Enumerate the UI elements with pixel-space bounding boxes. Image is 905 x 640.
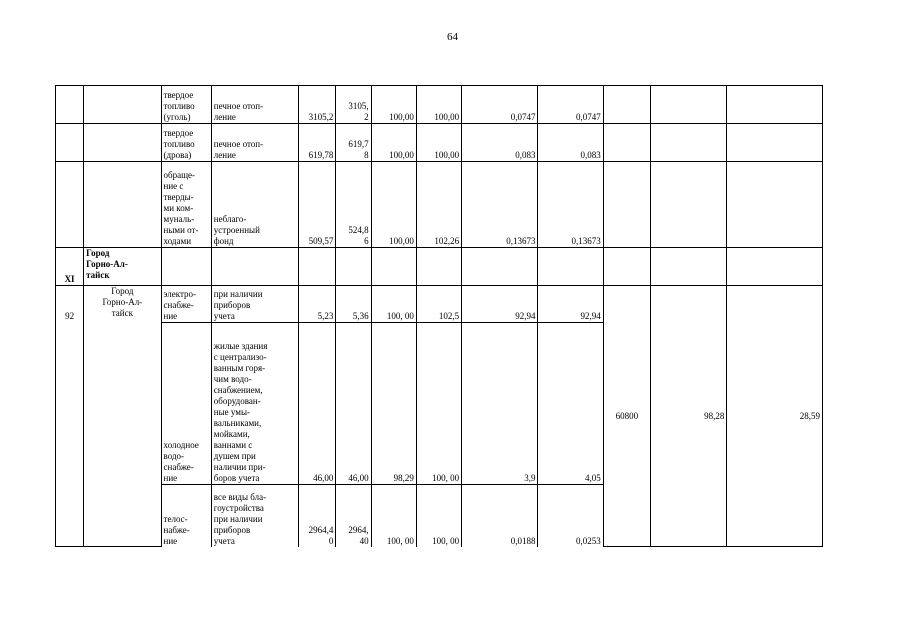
- empty-cell: [462, 248, 538, 286]
- empty-cell: [371, 248, 416, 286]
- locality-cell: [84, 124, 161, 162]
- value-cell: 0,13673: [538, 162, 603, 248]
- value-cell: 98,29: [371, 323, 416, 485]
- service-cell: телос- набже- ние: [161, 485, 211, 547]
- empty-cell: [727, 248, 823, 286]
- condition-cell: печное отоп- ление: [211, 124, 298, 162]
- value-cell: 0,0747: [462, 86, 538, 124]
- value-cell: 102,26: [416, 162, 461, 248]
- row-number-cell: [56, 124, 84, 162]
- value-cell: 102,5: [416, 286, 461, 323]
- value-cell: 46,00: [299, 323, 336, 485]
- empty-cell: [603, 248, 650, 286]
- table-row: [56, 124, 823, 162]
- value-cell: 92,94: [462, 286, 538, 323]
- locality-cell: [84, 86, 161, 124]
- value-cell: 0,0747: [538, 86, 603, 124]
- value-cell: 2964,4 0: [299, 485, 336, 547]
- service-cell: твердое топливо (уголь): [161, 86, 211, 124]
- value-cell: 100,00: [371, 162, 416, 248]
- value-cell: 619,7 8: [336, 124, 371, 162]
- value-cell: 524,8 6: [336, 162, 371, 248]
- value-cell: 509,57: [299, 162, 336, 248]
- value-cell: 100, 00: [416, 485, 461, 547]
- table-row: [56, 162, 823, 248]
- value-cell: 100,00: [416, 124, 461, 162]
- empty-cell: [161, 248, 211, 286]
- empty-cell: [603, 124, 650, 162]
- value-cell: 3105, 2: [336, 86, 371, 124]
- row-number-cell: 92: [56, 286, 84, 547]
- empty-cell: [416, 248, 461, 286]
- value-cell: 5,36: [336, 286, 371, 323]
- value-cell: 5,23: [299, 286, 336, 323]
- value-cell: 0,083: [538, 124, 603, 162]
- empty-cell: [727, 86, 823, 124]
- empty-cell: [603, 162, 650, 248]
- empty-cell: [727, 162, 823, 248]
- empty-cell: [538, 248, 603, 286]
- value-cell: 3,9: [462, 323, 538, 485]
- empty-cell: [651, 124, 727, 162]
- value-cell: 0,0253: [538, 485, 603, 547]
- empty-cell: [336, 248, 371, 286]
- condition-cell: печное отоп- ление: [211, 86, 298, 124]
- value-cell: 100, 00: [416, 323, 461, 485]
- section-number: XI: [56, 248, 84, 286]
- row-number-cell: [56, 162, 84, 248]
- row-number-cell: [56, 86, 84, 124]
- table-row: [56, 86, 823, 124]
- merged-value-cell: 60800: [603, 286, 650, 547]
- value-cell: 100,00: [371, 124, 416, 162]
- empty-cell: [651, 248, 727, 286]
- value-cell: 46,00: [336, 323, 371, 485]
- empty-cell: [651, 162, 727, 248]
- service-cell: холодное водо- снабже- ние: [161, 323, 211, 485]
- service-cell: твердое топливо (дрова): [161, 124, 211, 162]
- empty-cell: [211, 248, 298, 286]
- condition-cell: при наличии приборов учета: [211, 286, 298, 323]
- empty-cell: [727, 124, 823, 162]
- value-cell: 3105,2: [299, 86, 336, 124]
- condition-cell: жилые здания с централизо- ванным горя- чим водо- снабжением, оборудован- ные умы- вальниками, мойками, ваннами с душем при наличии при- боров учета: [211, 323, 298, 485]
- merged-value-cell: 28,59: [727, 286, 823, 547]
- merged-value-cell: 98,28: [651, 286, 727, 547]
- value-cell: 100,00: [371, 86, 416, 124]
- table-row: [56, 286, 823, 323]
- service-cell: обраще- ние с тверды- ми ком- муналь- ными от- ходами: [161, 162, 211, 248]
- value-cell: 100, 00: [371, 286, 416, 323]
- value-cell: 0,083: [462, 124, 538, 162]
- service-cell: электро- снабже- ние: [161, 286, 211, 323]
- page-number: 64: [447, 31, 458, 43]
- empty-cell: [299, 248, 336, 286]
- value-cell: 100, 00: [371, 485, 416, 547]
- empty-cell: [651, 86, 727, 124]
- value-cell: 92,94: [538, 286, 603, 323]
- value-cell: 0,0188: [462, 485, 538, 547]
- locality-cell: [84, 162, 161, 248]
- section-row: [56, 248, 823, 286]
- value-cell: 619,78: [299, 124, 336, 162]
- condition-cell: неблаго- устроенный фонд: [211, 162, 298, 248]
- locality-cell: Город Горно-Ал- тайск: [84, 286, 161, 547]
- value-cell: 100,00: [416, 86, 461, 124]
- value-cell: 0,13673: [462, 162, 538, 248]
- value-cell: 4,05: [538, 323, 603, 485]
- tariff-table: [55, 85, 823, 547]
- section-name: Город Горно-Ал- тайск: [84, 248, 161, 286]
- value-cell: 2964, 40: [336, 485, 371, 547]
- empty-cell: [603, 86, 650, 124]
- condition-cell: все виды бла- гоустройства при наличии приборов учета: [211, 485, 298, 547]
